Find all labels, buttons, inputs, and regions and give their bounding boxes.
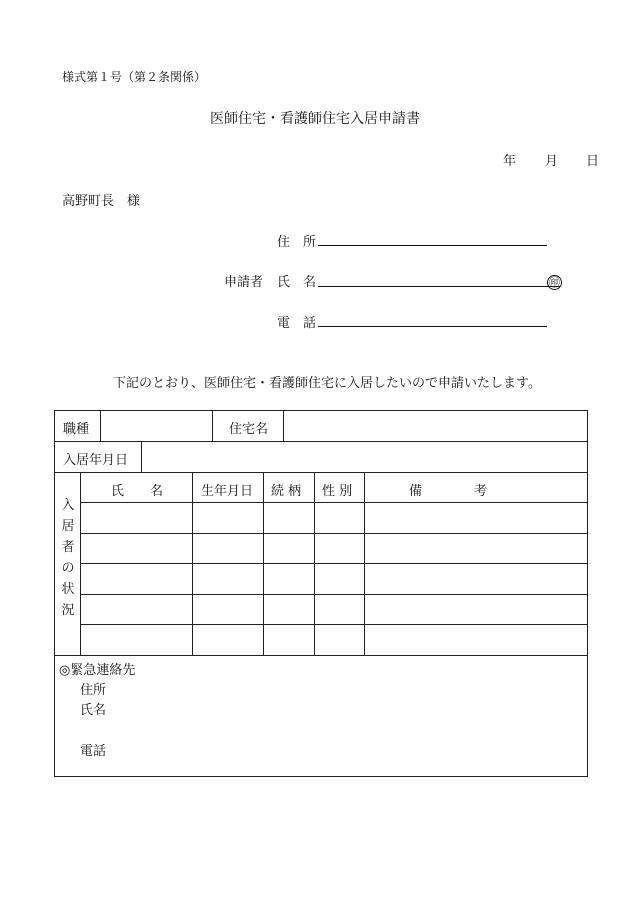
date-month-label: 月 — [545, 154, 559, 169]
name-label: 氏 名 — [277, 275, 317, 290]
column-remarks: 備 考 — [409, 484, 488, 499]
housing-name-label: 住宅名 — [229, 422, 269, 437]
address-label: 住 所 — [277, 235, 317, 250]
seal-mark: ㊞ — [549, 276, 560, 289]
form-number: 様式第１号（第２条関係） — [62, 70, 207, 84]
emergency-address-label: 住所 — [80, 683, 107, 698]
column-birthdate: 生年月日 — [201, 484, 254, 499]
occupation-label: 職種 — [63, 422, 90, 437]
table-border — [55, 411, 588, 777]
emergency-phone-label: 電話 — [80, 744, 107, 759]
emergency-name-label: 氏名 — [80, 703, 107, 718]
applicant-label: 申請者 — [224, 275, 264, 290]
phone-label: 電 話 — [277, 316, 317, 331]
application-statement: 下記のとおり、医師住宅・看護師住宅に入居したいので申請いたします。 — [113, 376, 541, 391]
column-gender: 性 別 — [322, 484, 353, 499]
date-year-label: 年 — [503, 154, 517, 169]
residents-status-label: 入 居 者 の 状 況 — [61, 498, 75, 618]
column-name: 氏 名 — [111, 484, 164, 499]
column-relationship: 続 柄 — [271, 484, 302, 499]
emergency-contact-title: ◎緊急連絡先 — [59, 663, 136, 678]
move-in-date-label: 入居年月日 — [63, 453, 129, 468]
document-title: 医師住宅・看護師住宅入居申請書 — [210, 111, 420, 127]
addressee: 高野町長 様 — [62, 194, 141, 209]
date-day-label: 日 — [586, 154, 600, 169]
